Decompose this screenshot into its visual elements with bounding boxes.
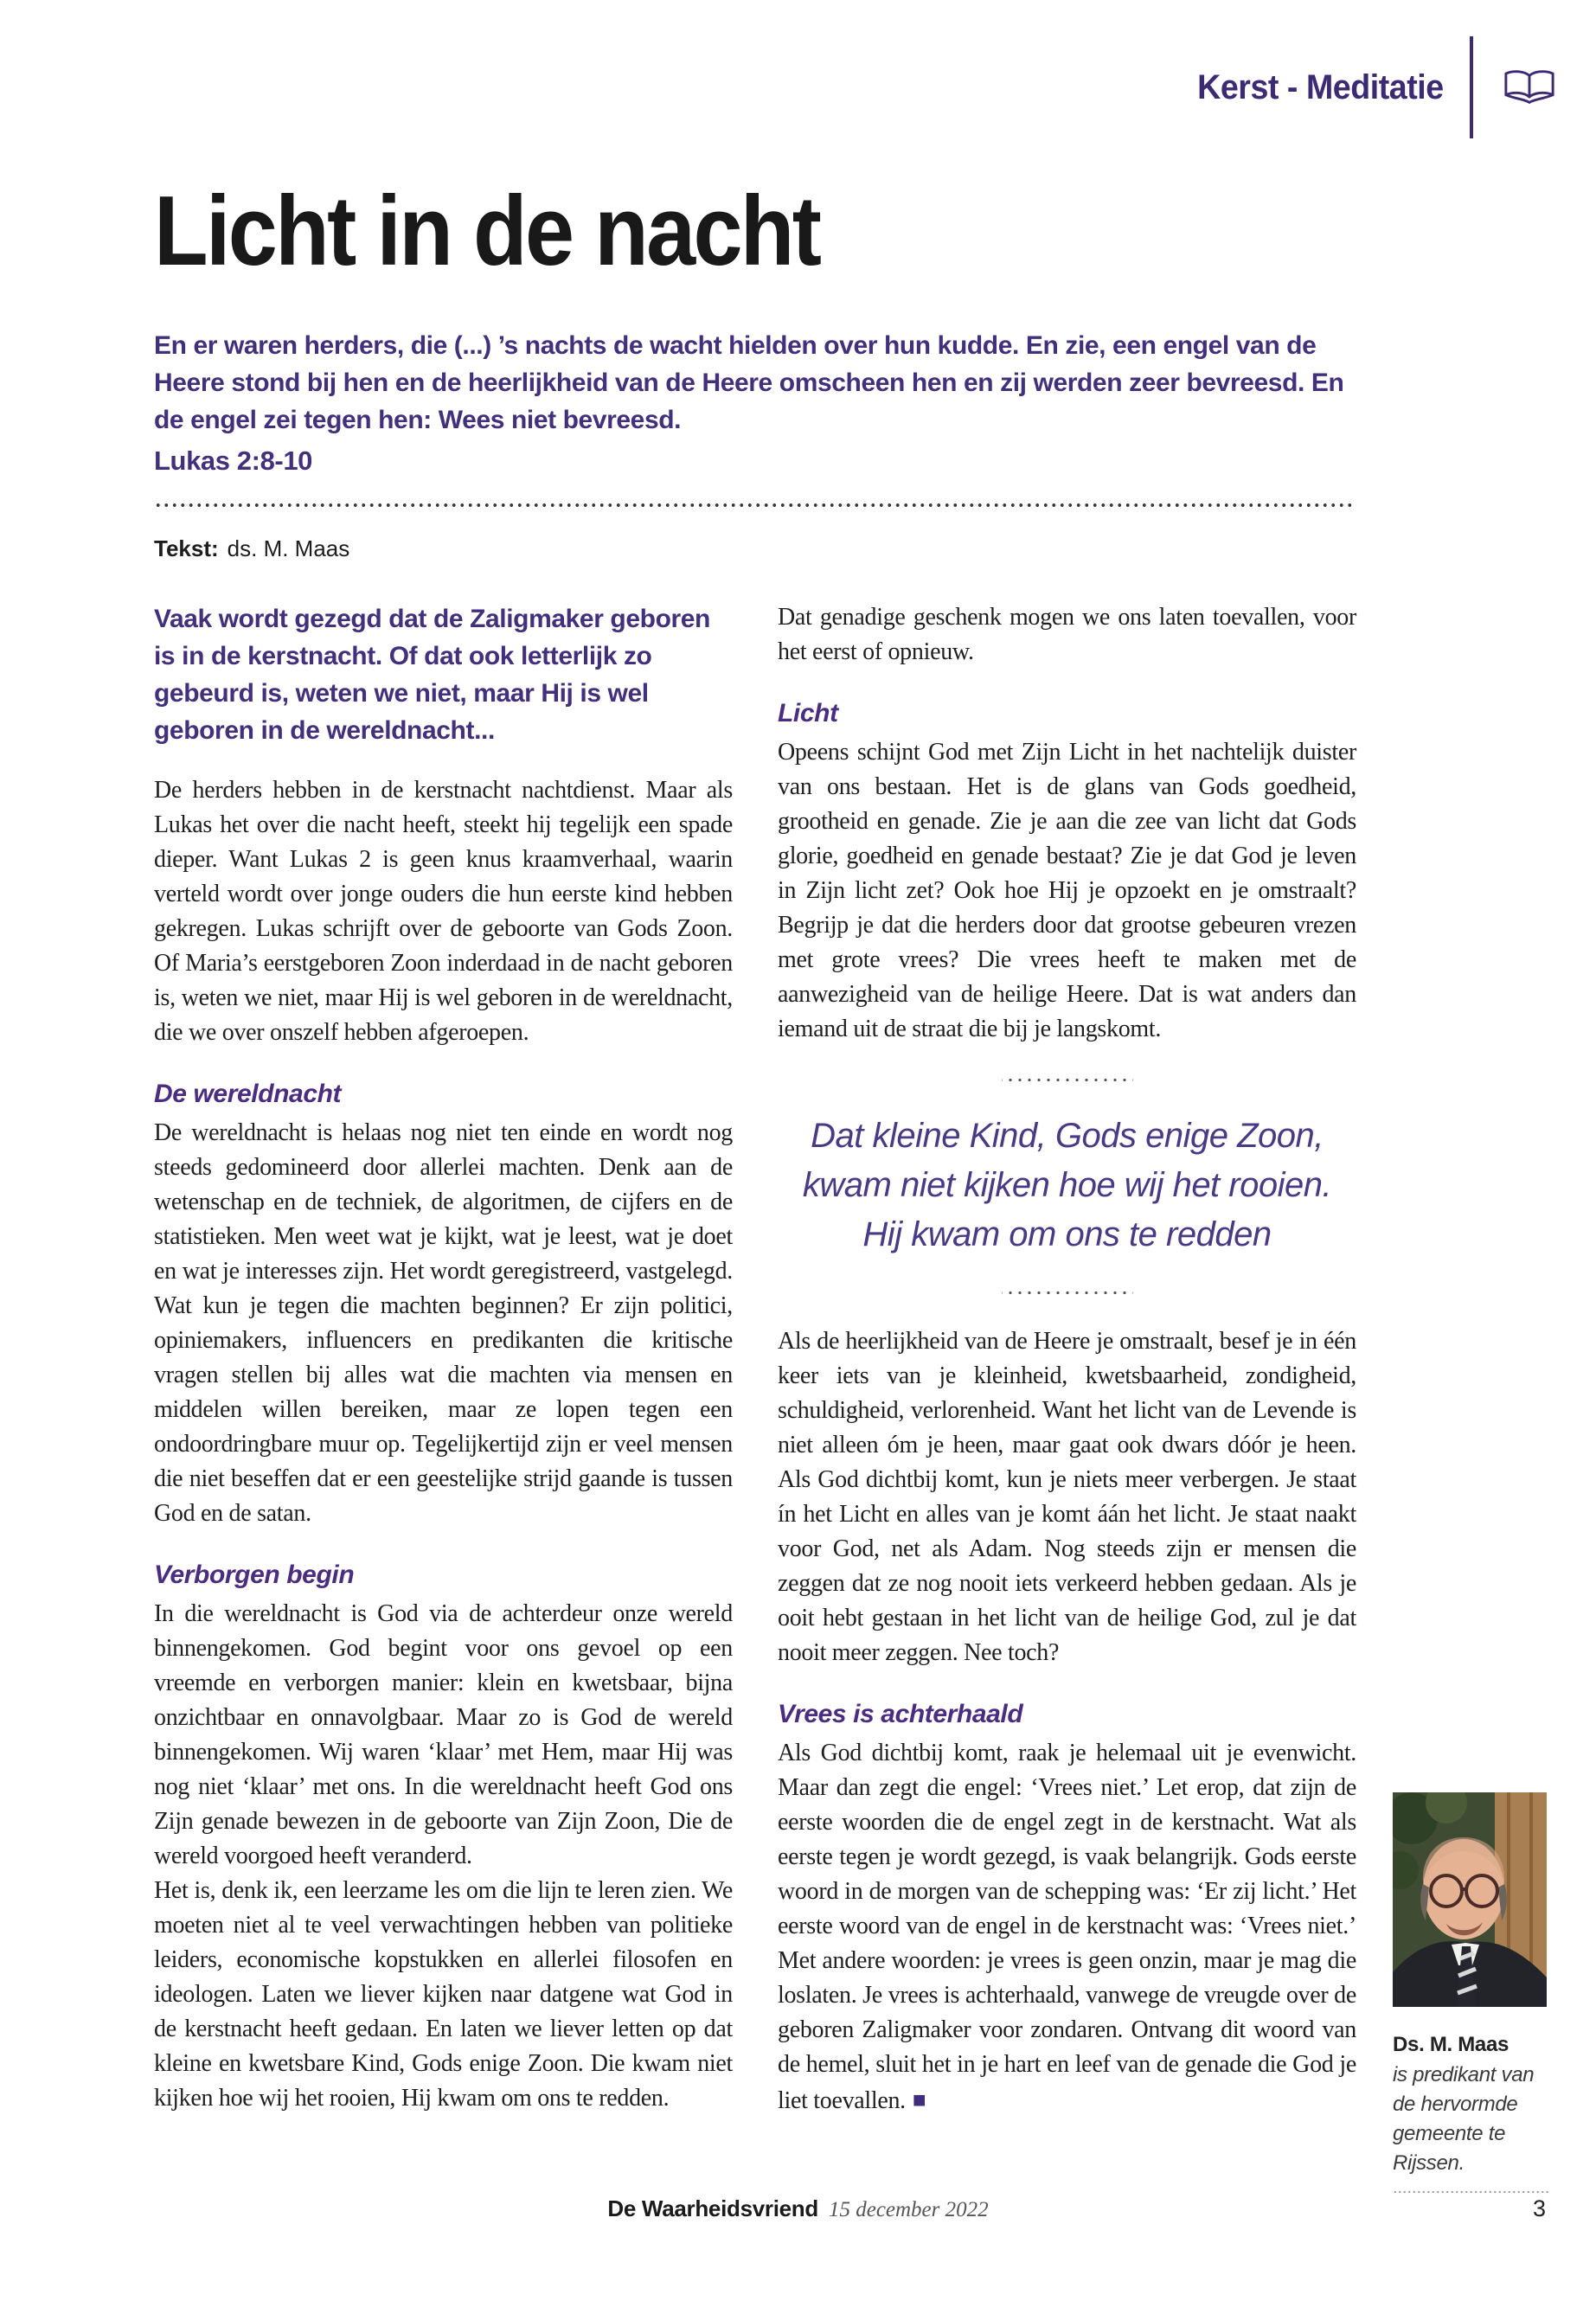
author-photo [1393, 1792, 1548, 2007]
intro-scripture: En er waren herders, die (...) ’s nachts de wacht hielden over hun kudde. En zie, een engel van de Heere stond bij hen en de heerlijkheid van de Heere omscheen hen en zij werden zeer bevreesd. En de engel zei tegen hen: Wees niet bevreesd. [154, 331, 1344, 435]
pull-quote-line: Hij kwam om ons te redden [862, 1215, 1272, 1254]
body-paragraph: Het is, denk ik, een leerzame les om die lijn te leren zien. We moeten niet al te veel verwachtingen hebben van politieke leiders, economische kopstukken en allerlei filosofen en ideologen. Laten we liever kijken naar datgene wat God in de kerstnacht heeft gedaan. En laten we liever letten op dat kleine en kwetsbare Kind, Gods enige Zoon. Die kwam niet kijken hoe wij het rooien, Hij kwam om ons te redden. [154, 1877, 733, 2112]
issue-date: 15 december 2022 [828, 2198, 989, 2221]
byline-author: ds. M. Maas [227, 535, 350, 562]
column-right [778, 600, 1356, 2118]
article-columns [154, 600, 1356, 2118]
section-divider [1470, 36, 1473, 138]
body-paragraph: Dat genadige geschenk mogen we ons laten toevallen, voor het eerst of opnieuw. [778, 604, 1356, 666]
page-header [1182, 36, 1556, 138]
scripture-reference: Lukas 2:8-10 [154, 445, 313, 477]
pull-quote [778, 1112, 1356, 1259]
open-book-icon [1503, 67, 1556, 107]
pull-quote-line: Dat kleine Kind, Gods enige Zoon, [811, 1117, 1324, 1156]
caption-divider [1393, 2190, 1548, 2194]
body-paragraph: De herders hebben in de kerstnacht nachtdienst. Maar als Lukas het over die nacht heeft, steekt hij tegelijk een spade dieper. Want Lukas 2 is geen knus kraamverhaal, waarin verteld wordt over jonge ouders die hun eerste kind hebben gekregen. Lukas schrijft over de geboorte van Gods Zoon. Of Maria’s eerstgeboren Zoon inderdaad in de nacht geboren is, weten we niet, maar Hij is wel geboren in de wereldnacht, die we over onszelf hebben afgeroepen. [154, 777, 733, 1047]
column-left [154, 600, 733, 2116]
page-number: 3 [1532, 2195, 1546, 2221]
body-paragraph [778, 1736, 1356, 2118]
section-heading-verborgen-begin: Verborgen begin [154, 1561, 355, 1590]
byline-label: Tekst: [154, 535, 219, 562]
body-paragraph: De wereldnacht is helaas nog niet ten einde en wordt nog steeds gedomineerd door allerlei machten. Denk aan de wetenschap en de techniek, de algoritmen, de cijfers en de statistieken. Men weet wat je kijkt, wat je leest, wat je doet en wat je interesses zijn. Het wordt geregistreerd, vastgelegd. Wat kun je tegen die machten beginnen? Er zijn politici, opiniemakers, influencers en predikanten die kritische vragen stellen bij alles wat die machten via mensen en middelen willen bereiken, maar ze lopen tegen een ondoordringbare muur op. Tegelijkertijd zijn er veel mensen die niet beseffen dat er een geestelijke strijd gaande is tussen God en de satan. [154, 1119, 733, 1528]
body-paragraph-text: Als God dichtbij komt, raak je helemaal uit je evenwicht. Maar dan zegt die engel: ‘Vrees niet.’ Let erop, dat zijn de eerste woorden die de engel zegt in de kerstnacht. Wat als eerste tegen je wordt gezegd, is vaak belangrijk. Gods eerste woord in de morgen van de schepping was: ‘Er zij licht.’ Het eerste woord van de engel in de kerstnacht was: ‘Vrees niet.’ Met andere woorden: je vrees is geen onzin, maar je mag die loslaten. Je vrees is achterhaald, vanwege de vreugde over de geboren Zaligmaker voor zondaren. Ontvang dit woord van de hemel, sluit het in je hart en leef van de genade die God je liet toevallen. [778, 1740, 1356, 2115]
section-heading-wereldnacht: De wereldnacht [154, 1080, 342, 1109]
page-footer [0, 2195, 1596, 2222]
magazine-name: De Waarheidsvriend [607, 2195, 818, 2221]
pull-quote-line: kwam niet kijken hoe wij het rooien. [802, 1166, 1332, 1205]
article-end-mark: ■ [912, 2086, 926, 2113]
author-aside [1393, 1792, 1548, 2194]
article-title: Licht in de nacht [154, 176, 820, 286]
quote-separator-bottom [1002, 1291, 1133, 1295]
section-heading-licht: Licht [778, 699, 838, 728]
photo-caption-name: Ds. M. Maas [1393, 2033, 1509, 2056]
body-paragraph: Opeens schijnt God met Zijn Licht in het nachtelijk duister van ons bestaan. Het is de glans van Gods goedheid, grootheid en genade. Zie je aan die zee van licht dat Gods glorie, goedheid en genade bestaat? Zie je dat God je leven in Zijn licht zet? Ook hoe Hij je opzoekt en je omstraalt? Begrijp je dat die herders door dat grootse gebeuren vrezen met grote vrees? Die vrees heeft te maken met de aanwezigheid van de heilige Heere. Dat is wat anders dan iemand uit de straat die bij je langskomt. [778, 739, 1356, 1043]
dotted-rule [154, 503, 1356, 508]
article [154, 176, 1356, 2118]
quote-separator-top [1002, 1078, 1133, 1082]
body-paragraph: Als de heerlijkheid van de Heere je omstraalt, besef je in één keer iets van je kleinheid, kwetsbaarheid, zondigheid, schuldigheid, verlorenheid. Want het licht van de Levende is niet alleen óm je heen, maar gaat ook dwars dóór je heen. Als God dichtbij komt, kun je niets meer verbergen. Je staat ín het Licht en alles van je komt áán het licht. Je staat naakt voor God, net als Adam. Nog steeds zijn er mensen die zeggen dat ze nog nooit iets verkeerd hebben gedaan. Als je ooit hebt gestaan in het licht van de heilige God, zul je dat nooit meer zeggen. Nee toch? [778, 1328, 1356, 1667]
photo-caption-role: is predikant van de hervormde gemeente te Rijssen. [1393, 2063, 1535, 2175]
lead-paragraph: Vaak wordt gezegd dat de Zaligmaker geboren is in de kerstnacht. Of dat ook letterlijk zo gebeurd is, weten we niet, maar Hij is wel geboren in de wereldnacht... [154, 605, 710, 746]
body-paragraph: In die wereldnacht is God via de achterdeur onze wereld binnengekomen. God begint voor ons gevoel op een vreemde en verborgen manier: klein en kwetsbaar, bijna onzichtbaar en onnavolgbaar. Maar zo is God de wereld binnengekomen. Wij waren ‘klaar’ met Hem, maar Hij was nog niet ‘klaar’ met ons. In die wereldnacht heeft God ons Zijn genade bewezen in de geboorte van Zijn Zoon, Die de wereld voorgoed heeft veranderd. [154, 1600, 733, 1870]
section-heading-vrees: Vrees is achterhaald [778, 1700, 1023, 1729]
byline [154, 535, 1356, 562]
section-label: Kerst - Meditatie [1197, 67, 1444, 106]
